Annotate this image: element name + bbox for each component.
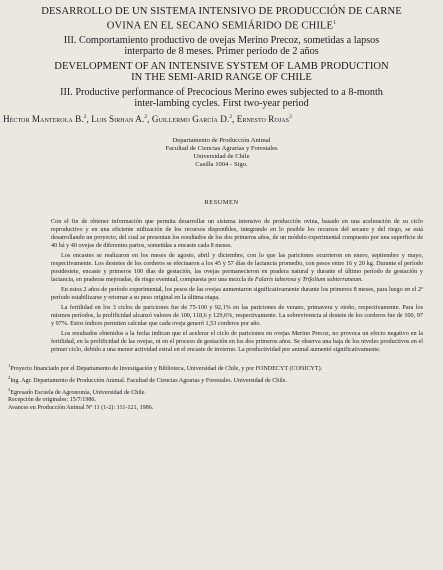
abstract-paragraph-2-text: Los encastes se realizaron en los meses de agosto, abril y diciembre, con lo que las pariciones ocurrieron en enero, septiembre y mayo, respectivamente. Los destetes de los corderos se efectuaron a los 45 y 57 días de lactancia promedio, con pesos entre 16 y 20 kg. Durante el período postdestete, encaste y primeros 100 días de gestación, las ovejas permanecieron en pradera natural y durante el último período de gestación y lactancia, en praderas mejoradas, de riego eventual, compuesta por una mezcla de	[51, 251, 423, 283]
spanish-title-line-2	[8, 18, 435, 32]
author-1-mark: 2	[83, 113, 87, 120]
affiliation-department: Departamento de Producción Animal	[172, 136, 271, 144]
spanish-title-line-2-text: OVINA EN EL SECANO SEMIÁRIDO DE CHILE	[106, 20, 334, 32]
affiliation-faculty: Facultad de Ciencias Agrarias y Forestales	[165, 144, 278, 152]
english-subtitle-line-2: inter-lambing cycles. First two-year period	[134, 97, 309, 109]
abstract-paragraph-1: Con el fin de obtener información que permita desarrollar un sistema intensivo de producción ovina, basado en una aceleración de su ciclo reproductivo y en una eficiente utilización de los recursos disponibles, integrando en lo posible los recursos del secano y del riego, se está desarrollando un proyecto, del cual se presentan los resultados de los dos primeros años, de un módulo experimental compuesto por una superficie de 40 há y 40 ovejas de diferentes partos, sometidas a encaste cada 8 meses.	[51, 217, 423, 249]
spanish-title	[8, 6, 435, 32]
spanish-subtitle-line-1: III. Comportamiento productivo de ovejas Merino Precoz, sometidas a lapsos	[63, 34, 380, 46]
resumen-heading: RESUMEN	[204, 198, 239, 206]
abstract-paragraph-5: Los resultados obtenidos a la fecha indican que el acelerar el ciclo de pariciones en ovejas Merino Precoz, no provoca un efecto negativo en la fertilidad, en la prolificidad de las ovejas, ni en el proceso de gestación en los dos primeros años. Se observa una baja de los niveles productivos en el primer ciclo, debido a una menor actividad estral en el encaste de invierno. La productividad por animal aumentó significativamente.	[51, 330, 423, 354]
author-list: Héctor Manterola B.$^2$, Luis Sirhan A.$^2$, Guillermo García D.$^2$, Ernesto Rojas$^3$	[3, 113, 292, 124]
affiliation-address: Casilla 1004 - Stgo.	[195, 160, 248, 168]
footnote-3-mark: 3	[8, 386, 11, 392]
footnote-1	[8, 362, 423, 374]
species-trifolium: Trifolium subterraneum	[302, 275, 362, 283]
species-conjunction: y	[297, 275, 301, 283]
abstract-paragraph-3: En estos 2 años de período experimental, los pesos de las ovejas aumentaron significativamente durante los primeros 8 meses, para luego en el 2º período estabilizarse y retornar a su peso original en la última etapa.	[51, 285, 423, 302]
spanish-subtitle-line-2: interparto de 8 meses. Primer período de 2 años	[124, 45, 319, 57]
english-title	[8, 61, 435, 84]
footnote-2	[8, 374, 423, 386]
author-4: Ernesto Rojas	[236, 113, 290, 124]
footnote-3-text: Egresado Escuela de Agronomía, Universidad de Chile.	[10, 389, 146, 396]
author-1: Héctor Manterola B.	[3, 113, 84, 124]
abstract-paragraph-4: La fertilidad en los 3 ciclos de pariciones fue de 75-100 y 92,1% en las pariciones de verano, primavera y otoño, respectivamente. Para los mismos períodos, la prolificidad alcanzó valores de 100, 118,6 y 129,6%, respectivamente. La sobrevivencia al destete de los corderos fue de 100, 97 y 97%. Estos índices permiten calcular que cada oveja generó 1,53 corderos por año.	[51, 304, 423, 328]
journal-citation: Avances en Producción Animal Nº 11 (1-2): 111-121, 1986.	[8, 404, 154, 411]
footnote-3	[8, 386, 423, 398]
footnote-2-mark: 2	[8, 374, 11, 380]
footnotes	[8, 362, 423, 412]
english-title-line-1: DEVELOPMENT OF AN INTENSIVE SYSTEM OF LAMB PRODUCTION	[54, 60, 389, 72]
author-4-mark: 3	[289, 113, 292, 120]
species-falaris: Falaris tuberosa	[254, 275, 297, 283]
footnote-1-text: Proyecto financiado por el Departamento de Investigación y Biblioteca, Universidad de Chile, y por FONDECYT (CONICYT).	[10, 366, 323, 373]
abstract-paragraph-2-end: .	[361, 275, 363, 283]
title-footnote-mark: 1	[333, 19, 337, 26]
english-subtitle	[8, 87, 435, 109]
footnote-2-text: Ing. Agr. Departamento de Producción Animal. Facultad de Ciencias Agrarias y Forestales. Universidad de Chile.	[10, 378, 287, 384]
received-date: Recepción de originales: 15/7/1986.	[8, 397, 96, 404]
abstract-paragraph-2	[51, 252, 423, 284]
author-3-mark: 2	[229, 113, 233, 120]
english-subtitle-line-1: III. Productive performance of Precocious Merino ewes subjected to a 8-month	[60, 86, 383, 98]
english-title-line-2: IN THE SEMI-ARID RANGE OF CHILE	[131, 72, 312, 84]
author-2: Luis Sirhan A.	[91, 113, 145, 124]
footnote-1-mark: 1	[8, 363, 11, 369]
affiliation-block	[8, 137, 435, 169]
author-2-mark: 2	[144, 113, 148, 120]
affiliation-university: Universidad de Chile	[193, 152, 250, 160]
author-3: Guillermo García D.	[151, 113, 230, 124]
spanish-subtitle	[8, 35, 435, 57]
abstract-body	[51, 218, 423, 355]
spanish-title-line-1: DESARROLLO DE UN SISTEMA INTENSIVO DE PRODUCCIÓN DE CARNE	[41, 6, 402, 17]
